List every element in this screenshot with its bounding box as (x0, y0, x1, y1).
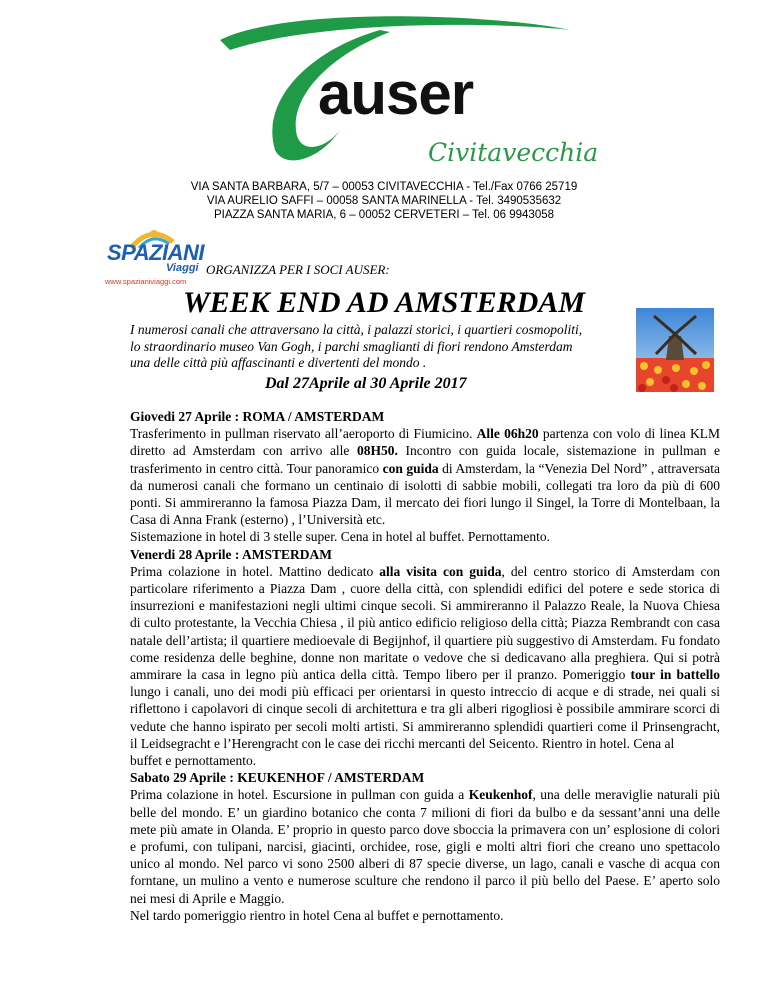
intro-line: lo straordinario museo Van Gogh, i parchi smaglianti di fiori rendono Amsterdam (130, 338, 573, 354)
day-last-line: buffet e pernottamento. (130, 753, 257, 769)
page-title: WEEK END AD AMSTERDAM (182, 286, 586, 319)
itinerary (130, 408, 720, 924)
text-bold: alla visita con guida (379, 563, 502, 579)
brand-city: Civitavecchia (428, 138, 599, 167)
text-run: , del centro storico di Amsterdam con particolare riferimento a Piazza Dam , cuore della città, con splendidi edifici del potere e sede storica di insurrezioni e manifestazioni negli ultimi cinque secoli. Si ammireranno il Palazzo Reale, la Nuova Chiesa di culto protestante, la Vecchia Chiesa , il più antico edificio religioso della città; Piazza Rembrandt con casa natale dell’artista; il quartiere medioevale di Begijnhof, il quartiere più suggestivo di Amsterdam. Fu fondato come residenza delle beghine, donne non maritate o vedove che si dedicavano alla preghiera. Qui si potrà ammirare la casa in legno più antica della città. Tempo libero per il pranzo. Pomeriggio (130, 563, 721, 683)
trip-dates: Dal 27Aprile al 30 Aprile 2017 (265, 375, 467, 392)
day-heading: Venerdi 28 Aprile : AMSTERDAM (130, 546, 332, 562)
agency-name: SPAZIANI (107, 240, 205, 265)
day-text (130, 425, 720, 528)
spaziani-logo (103, 222, 213, 290)
day-last-line: Nel tardo pomeriggio rientro in hotel Cena al buffet e pernottamento. (130, 907, 504, 923)
agency-sub: Viaggi (166, 262, 199, 274)
address-line-3: PIAZZA SANTA MARIA, 6 – 00052 CERVETERI – Tel. 06 9943058 (213, 209, 555, 221)
text-run: di Amsterdam, la “Venezia Del Nord” , attraversata da numerosi canali che formano un centinaio di isolotti di sabbie mobili, collegati tra loro da più di 600 ponti. Si ammireranno la famosa Piazza Dam, il mercato dei fiori lungo il Singel, la Torre di Montelbaan, la Casa di Anna Frank (esterno) , l’Università etc. (130, 460, 720, 528)
address-line-1: VIA SANTA BARBARA, 5/7 – 00053 CIVITAVECCHIA - Tel./Fax 0766 25719 (190, 181, 578, 193)
intro (130, 322, 582, 372)
day-heading: Sabato 29 Aprile : KEUKENHOF / AMSTERDAM (130, 770, 425, 786)
text-bold: Keukenhof (468, 787, 533, 803)
day-text (130, 563, 720, 752)
text-bold: con guida (382, 460, 439, 476)
day-last-line: Sistemazione in hotel di 3 stelle super. Cena in hotel al buffet. Pernottamento. (130, 529, 551, 545)
brand-name: auser (318, 60, 474, 127)
day-text (130, 786, 720, 906)
text-bold: tour in battello (630, 667, 720, 683)
intro-line: una delle città più affascinanti e divertenti del mondo . (130, 355, 427, 370)
intro-line: I numerosi canali che attraversano la città, i palazzi storici, i quartieri cosmopoliti, (130, 322, 583, 337)
day-section (130, 408, 720, 546)
address-line-2: VIA AURELIO SAFFI – 00058 SANTA MARINELLA - Tel. 3490535632 (206, 195, 562, 207)
text-bold: 08H50. (357, 443, 398, 459)
text-run: lungo i canali, uno dei modi più efficaci per orientarsi in questo intreccio di acque e di strade, nei quali si riflettono i capolavori di cinque secoli di architettura e tra gli alberi rigogliosi è possibile ammirare scorci di vedute che hanno ispirato per secoli molti artisti. Si ammireranno splendidi quartieri come il Prinsengracht, il Leidsegracht e l’Herengracht con le case dei ricchi mercanti del Seicento. Rientro in hotel. Cena al (130, 684, 720, 751)
text-bold: Alle 06h20 (476, 426, 539, 442)
organizza-text: ORGANIZZA PER I SOCI AUSER: (206, 262, 390, 277)
text-run: Trasferimento in pullman riservato all’aeroporto di Fiumicino. (130, 426, 477, 442)
day-section (130, 546, 720, 770)
windmill-photo (636, 308, 714, 392)
day-heading: Giovedi 27 Aprile : ROMA / AMSTERDAM (130, 409, 385, 424)
agency-url: www.spazianiviaggi.com (105, 277, 187, 286)
text-run: Prima colazione in hotel. Mattino dedicato (130, 563, 380, 579)
text-run: partenza con volo di linea KLM diretto ad Amsterdam con arrivo alle (130, 426, 720, 459)
text-run: Prima colazione in hotel. Escursione in pullman con guida a (130, 787, 469, 803)
day-section (130, 769, 720, 924)
text-run: Incontro con guida locale, sistemazione in pullman e trasferimento in centro città. Tour panoramico (130, 443, 720, 476)
text-run: , una delle meraviglie naturali più belle del mondo. E’ un giardino botanico che conta 7 milioni di fiori da bulbo e da sessant’anni una delle mete più amate in Olanda. E’ proprio in questo parco dove sboccia la primavera con un’ esplosione di colori e profumi, con tulipani, narcisi, giacinti, orchidee, rose, gigli e molti altri fiori che creano uno spettacolo unico al mondo. Nel parco vi sono 2500 alberi di 87 specie diverse, un lago, canali e vasche di acqua con forntane, un mulino a vento e numerose sculture che rendono il parco il più bello del Paese. E’ aperto solo nei mesi di Aprile e Maggio. (130, 787, 721, 906)
